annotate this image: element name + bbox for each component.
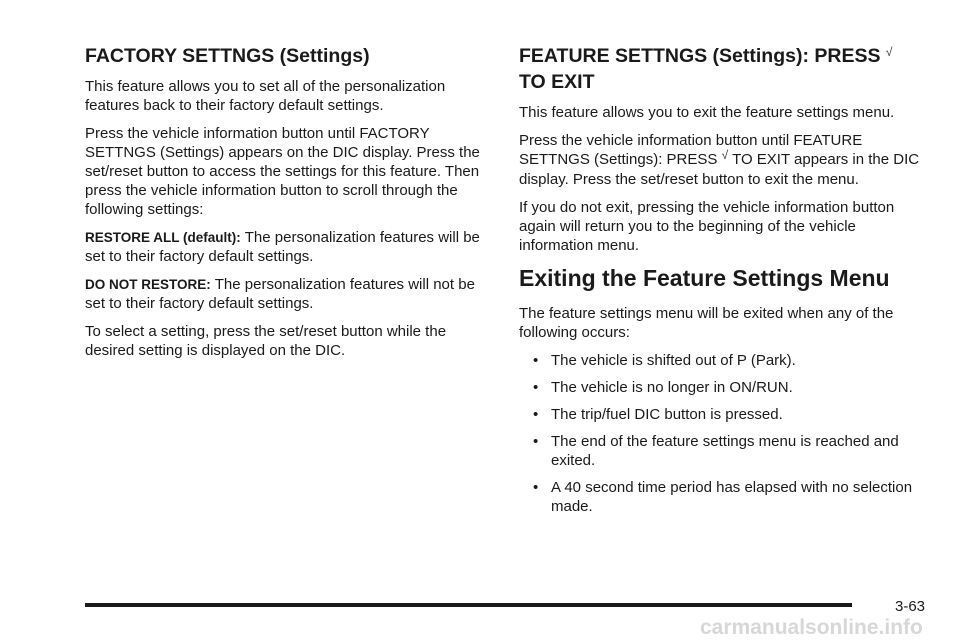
run-in-label: RESTORE ALL (default): <box>85 230 241 245</box>
paragraph: This feature allows you to set all of the personalization features back to their factory default settings. <box>85 78 446 114</box>
right-column <box>519 44 929 524</box>
bullet-icon: • <box>533 406 539 423</box>
bullet-icon: • <box>533 433 539 450</box>
paragraph: The feature settings menu will be exited when any of the following occurs: <box>519 305 894 341</box>
section-heading-factory-settings: FACTORY SETTNGS (Settings) <box>85 45 370 67</box>
paragraph: Press the vehicle information button until FEATURE SETTNGS (Settings): PRESS √ TO EXIT appears in the DIC display. Press the set/reset button to exit the menu. <box>519 132 920 188</box>
run-in-label: DO NOT RESTORE: <box>85 277 211 292</box>
list-item: • The vehicle is no longer in ON/RUN. <box>533 379 793 396</box>
bullet-icon: • <box>533 379 539 396</box>
checkmark-icon: √ <box>721 148 729 162</box>
paragraph-restore-all <box>85 228 495 266</box>
paragraph: This feature allows you to exit the feature settings menu. <box>519 104 895 121</box>
bullet-icon: • <box>533 352 539 369</box>
list-item: • The vehicle is shifted out of P (Park). <box>533 352 796 369</box>
bullet-icon: • <box>533 479 539 496</box>
paragraph: If you do not exit, pressing the vehicle information button again will return you to the beginning of the vehicle information menu. <box>519 199 895 254</box>
paragraph-do-not-restore <box>85 275 495 313</box>
bullet-list <box>519 351 929 516</box>
paragraph: Press the vehicle information button until FACTORY SETTNGS (Settings) appears on the DIC display. Press the set/reset button to access the settings for this feature. Then press the vehicle information button to scroll through the following settings: <box>85 125 480 218</box>
checkmark-icon: √ <box>885 45 893 59</box>
section-heading-feature-settings-exit: FEATURE SETTNGS (Settings): PRESS √ TO EXIT <box>519 45 893 93</box>
list-item: • The end of the feature settings menu is reached and exited. <box>533 433 899 469</box>
section-heading-exiting-menu: Exiting the Feature Settings Menu <box>519 265 890 291</box>
run-in-text: The personalization features will not be set to their factory default settings. <box>85 276 475 312</box>
footer-rule <box>85 603 852 607</box>
page-number: 3-63 <box>895 598 926 615</box>
watermark: carmanualsonline.info <box>700 616 923 639</box>
paragraph: To select a setting, press the set/reset button while the desired setting is displayed on the DIC. <box>85 323 447 359</box>
left-column <box>85 44 495 369</box>
run-in-text: The personalization features will be set to their factory default settings. <box>85 229 480 265</box>
list-item: • The trip/fuel DIC button is pressed. <box>533 406 783 423</box>
list-item: • A 40 second time period has elapsed with no selection made. <box>533 479 913 515</box>
